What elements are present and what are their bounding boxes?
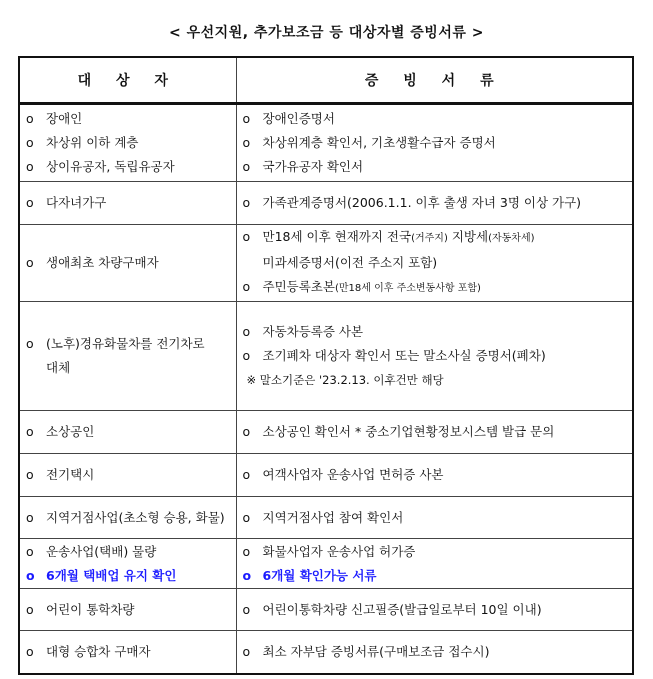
- bullet-icon: o: [26, 424, 34, 439]
- documents-cell: [236, 225, 633, 302]
- item-text: 차상위 이하 계층: [46, 135, 139, 150]
- header-documents: 증 빙 서 류: [236, 57, 633, 104]
- bullet-icon: o: [26, 643, 34, 659]
- item-text: 6개월 확인가능 서류: [262, 567, 377, 583]
- table-header-row: [19, 57, 633, 104]
- list-item: [243, 540, 633, 564]
- item-text: 장애인증명서: [262, 111, 335, 126]
- table-row: [19, 589, 633, 631]
- item-text: 가족관계증명서(2006.1.1. 이후 출생 자녀 3명 이상 가구): [262, 195, 582, 210]
- table-row: [19, 539, 633, 589]
- item-text: 화물사업자 운송사업 허가증: [262, 543, 416, 559]
- item-text: 지역거점사업 참여 확인서: [262, 509, 404, 525]
- item-text: 운송사업(택배) 물량: [46, 543, 157, 559]
- table-row: [19, 631, 633, 674]
- bullet-icon: o: [242, 159, 251, 174]
- list-item: [26, 420, 236, 444]
- bullet-icon: o: [242, 348, 251, 363]
- document-title: < 우선지원, 추가보조금 등 대상자별 증빙서류 >: [169, 25, 484, 41]
- list-item: [26, 506, 236, 530]
- header-target: 대 상 자: [19, 57, 236, 104]
- item-text: 차상위계층 확인서, 기초생활수급자 증명서: [262, 135, 496, 150]
- list-item: [243, 251, 633, 275]
- table-row: [19, 302, 633, 411]
- item-text: 전기택시: [46, 467, 95, 482]
- bullet-icon: o: [242, 467, 251, 482]
- target-cell: [19, 539, 236, 589]
- item-text: 미과세증명서(이전 주소지 포함): [262, 255, 438, 270]
- target-cell: [19, 497, 236, 539]
- table-row: [19, 182, 633, 225]
- list-item: [243, 598, 633, 622]
- bullet-icon: o: [26, 135, 34, 150]
- bullet-icon: o: [242, 543, 251, 559]
- item-text: 장애인: [46, 111, 83, 126]
- list-item: [243, 155, 633, 179]
- list-item: [26, 251, 236, 275]
- table-row: [19, 411, 633, 454]
- bullet-icon: o: [242, 567, 252, 583]
- list-item: [243, 564, 633, 588]
- list-item: [243, 463, 633, 487]
- table-row: [19, 104, 633, 182]
- item-text: 대형 승합차 구매자: [46, 643, 151, 659]
- list-item: [243, 320, 633, 344]
- item-text: 대체: [46, 360, 71, 375]
- item-note-text: (거주지): [411, 233, 448, 244]
- list-item: [26, 463, 236, 487]
- bullet-icon: o: [242, 229, 251, 244]
- item-note-text: (만18세 이후 주소변동사항 포함): [334, 283, 481, 294]
- list-item: [26, 598, 236, 622]
- item-text: 국가유공자 확인서: [262, 159, 364, 174]
- item-text: 최소 자부담 증빙서류(구매보조금 접수시): [262, 643, 490, 659]
- bullet-icon: o: [242, 601, 251, 617]
- list-item: [26, 640, 236, 664]
- bullet-icon: o: [242, 111, 251, 126]
- bullet-icon: o: [242, 135, 251, 150]
- list-item: [243, 506, 633, 530]
- item-text: 어린이통학차량 신고필증(발급일로부터 10일 이내): [262, 601, 542, 617]
- bullet-icon: o: [242, 324, 251, 339]
- documents-cell: [236, 182, 633, 225]
- documents-cell: [236, 539, 633, 589]
- bullet-icon: o: [26, 567, 35, 583]
- item-text: 조기폐차 대상자 확인서 또는 말소사실 증명서(폐차): [262, 348, 546, 363]
- evidence-documents-table: [18, 56, 634, 675]
- target-cell: [19, 104, 236, 182]
- item-text: 만18세 이후 현재까지 전국: [262, 229, 412, 244]
- item-text: 어린이 통학차량: [46, 601, 135, 617]
- list-item: [243, 191, 633, 215]
- list-item: [243, 420, 633, 444]
- target-cell: [19, 182, 236, 225]
- bullet-icon: o: [242, 643, 251, 659]
- list-item: [26, 107, 236, 131]
- target-cell: [19, 411, 236, 454]
- bullet-icon: o: [26, 111, 34, 126]
- documents-cell: [236, 411, 633, 454]
- item-text: 지역거점사업(초소형 승용, 화물): [46, 509, 225, 525]
- list-item: [26, 564, 236, 588]
- item-note-text: (자동차세): [488, 233, 535, 244]
- item-text: (노후)경유화물차를 전기차로: [46, 336, 205, 351]
- table-row: [19, 225, 633, 302]
- documents-cell: [236, 497, 633, 539]
- list-item: [243, 344, 633, 368]
- target-cell: [19, 631, 236, 674]
- item-text: 생애최초 차량구매자: [46, 255, 159, 270]
- item-text: 지방세: [447, 229, 489, 244]
- documents-cell: [236, 589, 633, 631]
- list-item: [243, 225, 633, 251]
- item-text: ※ 말소기준은 '23.2.13. 이후건만 해당: [246, 373, 444, 387]
- list-item: [243, 107, 633, 131]
- list-item: [243, 131, 633, 155]
- documents-cell: [236, 302, 633, 411]
- bullet-icon: o: [242, 279, 251, 294]
- table-row: [19, 454, 633, 497]
- list-item: [26, 540, 236, 564]
- item-text: 자동차등록증 사본: [262, 324, 364, 339]
- item-text: 소상공인: [46, 424, 95, 439]
- list-item: [26, 332, 236, 356]
- item-text: 6개월 택배업 유지 확인: [46, 567, 177, 583]
- bullet-icon: o: [242, 195, 251, 210]
- list-item: [243, 275, 633, 301]
- list-item: [26, 131, 236, 155]
- item-text: 다자녀가구: [46, 195, 107, 210]
- table-row: [19, 497, 633, 539]
- target-cell: [19, 225, 236, 302]
- target-cell: [19, 302, 236, 411]
- bullet-icon: o: [26, 336, 34, 351]
- bullet-icon: o: [26, 467, 34, 482]
- bullet-icon: o: [242, 424, 251, 439]
- item-text: 여객사업자 운송사업 면허증 사본: [262, 467, 444, 482]
- bullet-icon: o: [26, 195, 34, 210]
- bullet-icon: o: [26, 159, 34, 174]
- target-cell: [19, 454, 236, 497]
- item-text: 소상공인 확인서 * 중소기업현황정보시스템 발급 문의: [262, 424, 555, 439]
- list-item: [243, 640, 633, 664]
- documents-cell: [236, 454, 633, 497]
- documents-cell: [236, 631, 633, 674]
- bullet-icon: o: [26, 601, 34, 617]
- item-text: 상이유공자, 독립유공자: [46, 159, 175, 174]
- note-line: [243, 368, 633, 392]
- list-item: [26, 356, 236, 380]
- bullet-icon: o: [26, 255, 34, 270]
- list-item: [26, 155, 236, 179]
- bullet-icon: o: [242, 509, 251, 525]
- list-item: [26, 191, 236, 215]
- bullet-icon: o: [26, 543, 34, 559]
- target-cell: [19, 589, 236, 631]
- item-text: 주민등록초본: [262, 279, 335, 294]
- bullet-icon: o: [26, 509, 34, 525]
- documents-cell: [236, 104, 633, 182]
